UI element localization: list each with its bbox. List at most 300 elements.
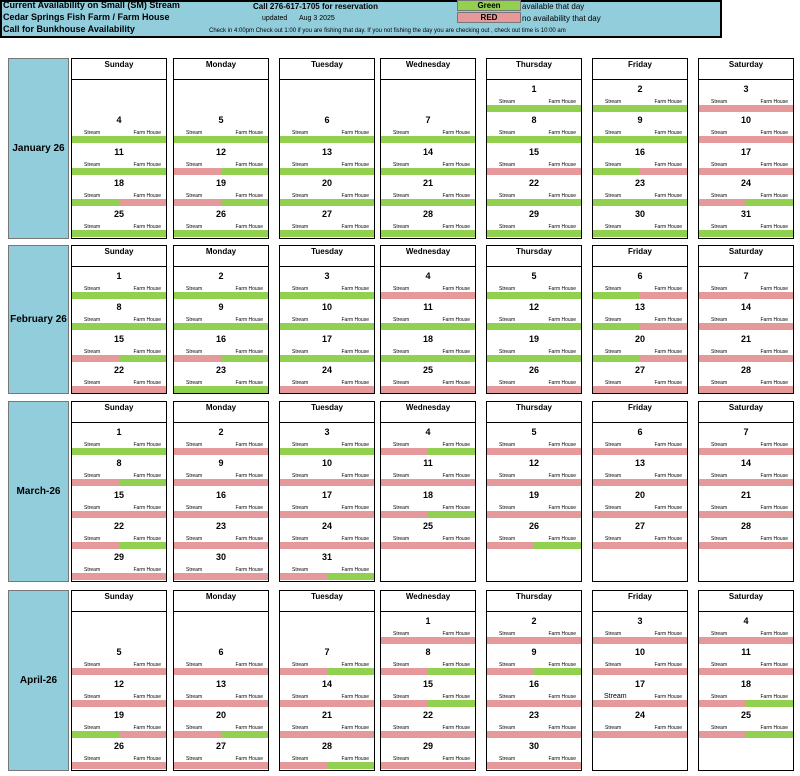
date-number: 31 [321, 552, 332, 563]
farmhouse-label: Farm House [235, 224, 263, 231]
farmhouse-status [534, 700, 581, 707]
day-cell[interactable] [174, 455, 268, 486]
day-cell[interactable] [487, 644, 581, 675]
farmhouse-label: Farm House [235, 161, 263, 168]
day-column [592, 590, 688, 771]
day-cell[interactable] [280, 424, 374, 455]
stream-label: Stream [711, 224, 728, 231]
stream-label: Stream [499, 504, 516, 511]
stream-label: Stream [393, 161, 410, 168]
day-cell[interactable] [487, 424, 581, 455]
day-cell[interactable] [280, 676, 374, 707]
day-cell[interactable] [487, 112, 581, 143]
day-cell[interactable] [593, 518, 687, 549]
farmhouse-label: Farm House [341, 317, 369, 324]
day-cell[interactable] [593, 707, 687, 738]
date-number: 12 [215, 146, 226, 157]
farmhouse-status [746, 731, 793, 738]
date-number: 29 [528, 209, 539, 220]
stream-label: Stream [605, 724, 622, 731]
date-number: 5 [116, 647, 122, 658]
day-cell[interactable] [593, 268, 687, 299]
date-number: 26 [528, 364, 539, 375]
stream-label: Stream [84, 724, 101, 731]
farmhouse-status [640, 199, 687, 206]
date-number: 13 [634, 458, 645, 469]
day-cell[interactable] [487, 268, 581, 299]
farmhouse-label: Farm House [442, 504, 470, 511]
day-cell[interactable] [174, 424, 268, 455]
day-cell[interactable] [487, 455, 581, 486]
day-cell[interactable] [381, 299, 475, 330]
day-cell[interactable] [280, 549, 374, 580]
stream-status [381, 542, 428, 549]
availability-bar [174, 731, 268, 738]
date-number: 4 [425, 271, 431, 281]
day-cell[interactable] [593, 144, 687, 175]
stream-status [174, 448, 221, 455]
header-separator [487, 266, 581, 267]
day-cell[interactable] [280, 206, 374, 237]
day-cell[interactable] [72, 676, 166, 707]
stream-label: Stream [605, 473, 622, 480]
farmhouse-status [327, 668, 374, 675]
day-cell[interactable] [487, 362, 581, 393]
date-number: 19 [113, 709, 124, 720]
day-cell[interactable] [699, 362, 793, 393]
farmhouse-label: Farm House [442, 662, 470, 669]
farmhouse-label: Farm House [341, 473, 369, 480]
header-separator [72, 79, 166, 80]
stream-label: Stream [393, 317, 410, 324]
day-cell[interactable] [72, 268, 166, 299]
day-column [380, 245, 476, 394]
day-cell[interactable] [487, 613, 581, 644]
day-column [279, 58, 375, 239]
farmhouse-label: Farm House [654, 317, 682, 324]
day-cell[interactable] [381, 487, 475, 518]
day-cell[interactable] [174, 206, 268, 237]
farmhouse-status [327, 762, 374, 769]
stream-status [174, 136, 221, 143]
farmhouse-status [221, 762, 268, 769]
farmhouse-label: Farm House [341, 348, 369, 355]
stream-label: Stream [292, 567, 309, 574]
day-cell[interactable] [72, 455, 166, 486]
stream-label: Stream [605, 224, 622, 231]
day-cell[interactable] [174, 738, 268, 769]
availability-bar [593, 323, 687, 330]
day-cell[interactable] [280, 644, 374, 675]
day-cell[interactable] [174, 331, 268, 362]
availability-bar [72, 292, 166, 299]
day-cell[interactable] [487, 487, 581, 518]
date-number: 10 [321, 302, 332, 313]
day-cell[interactable] [593, 644, 687, 675]
day-cell[interactable] [280, 144, 374, 175]
day-cell[interactable] [280, 175, 374, 206]
day-cell[interactable] [699, 175, 793, 206]
day-cell[interactable] [280, 268, 374, 299]
day-cell[interactable] [699, 487, 793, 518]
date-number: 24 [634, 709, 645, 720]
stream-status [72, 479, 119, 486]
day-cell[interactable] [174, 175, 268, 206]
header-separator [381, 266, 475, 267]
date-number: 25 [422, 520, 433, 531]
day-cell[interactable] [699, 613, 793, 644]
farmhouse-label: Farm House [235, 192, 263, 199]
day-cell[interactable] [72, 206, 166, 237]
day-cell[interactable] [699, 707, 793, 738]
stream-status [487, 542, 534, 549]
day-cell[interactable] [593, 455, 687, 486]
day-cell[interactable] [72, 299, 166, 330]
stream-status [699, 700, 746, 707]
availability-bar [174, 700, 268, 707]
farmhouse-label: Farm House [133, 724, 161, 731]
day-cell[interactable] [487, 299, 581, 330]
day-cell[interactable] [174, 676, 268, 707]
availability-bar [174, 292, 268, 299]
farmhouse-status [221, 168, 268, 175]
date-number: 25 [422, 364, 433, 375]
day-cell[interactable] [280, 112, 374, 143]
day-cell[interactable] [72, 424, 166, 455]
farmhouse-label: Farm House [235, 535, 263, 542]
day-cell [72, 81, 166, 112]
day-cell[interactable] [280, 455, 374, 486]
day-cell[interactable] [593, 331, 687, 362]
day-cell[interactable] [381, 707, 475, 738]
farmhouse-label: Farm House [235, 317, 263, 324]
date-number: 25 [113, 209, 124, 220]
stream-label: Stream [711, 317, 728, 324]
farmhouse-label: Farm House [341, 161, 369, 168]
stream-status [487, 479, 534, 486]
day-cell[interactable] [72, 644, 166, 675]
stream-label: Stream [393, 693, 410, 700]
farmhouse-status [221, 355, 268, 362]
availability-bar [487, 542, 581, 549]
day-cell[interactable] [174, 299, 268, 330]
stream-label: Stream [499, 130, 516, 137]
stream-label: Stream [499, 224, 516, 231]
day-cell[interactable] [381, 518, 475, 549]
farmhouse-label: Farm House [654, 348, 682, 355]
day-cell[interactable] [487, 331, 581, 362]
day-cell[interactable] [280, 738, 374, 769]
day-cell[interactable] [381, 144, 475, 175]
availability-bar [280, 542, 374, 549]
header-separator [699, 79, 793, 80]
date-number: 20 [634, 333, 645, 344]
availability-bar [174, 479, 268, 486]
farmhouse-label: Farm House [548, 631, 576, 637]
farmhouse-label: Farm House [133, 192, 161, 199]
day-column [698, 58, 794, 239]
day-cell[interactable] [174, 268, 268, 299]
day-cell[interactable] [381, 268, 475, 299]
stream-label: Stream [499, 99, 516, 105]
availability-bar [593, 168, 687, 175]
farmhouse-label: Farm House [760, 161, 788, 168]
day-cell[interactable] [699, 206, 793, 237]
day-column [173, 590, 269, 771]
day-cell[interactable] [593, 424, 687, 455]
stream-label: Stream [393, 442, 410, 448]
day-cell[interactable] [381, 644, 475, 675]
stream-status [72, 448, 119, 455]
stream-status [593, 292, 640, 299]
availability-bar [72, 573, 166, 580]
day-cell[interactable] [487, 738, 581, 769]
day-name-header: Wednesday [405, 403, 451, 412]
day-cell[interactable] [280, 487, 374, 518]
date-number: 28 [740, 520, 751, 531]
day-cell[interactable] [174, 144, 268, 175]
farmhouse-status [327, 230, 374, 237]
farmhouse-status [221, 136, 268, 143]
farmhouse-label: Farm House [760, 631, 788, 637]
date-number: 24 [740, 177, 751, 188]
day-column [71, 58, 167, 239]
availability-bar [72, 700, 166, 707]
day-cell[interactable] [72, 144, 166, 175]
day-column [592, 245, 688, 394]
day-cell[interactable] [381, 206, 475, 237]
day-cell[interactable] [174, 518, 268, 549]
farmhouse-status [327, 479, 374, 486]
day-cell[interactable] [593, 676, 687, 707]
stream-status [699, 637, 746, 644]
stream-status [593, 105, 640, 112]
day-cell [381, 81, 475, 112]
availability-bar [72, 136, 166, 143]
day-cell[interactable] [174, 112, 268, 143]
farmhouse-label: Farm House [341, 535, 369, 542]
day-cell[interactable] [593, 487, 687, 518]
stream-label: Stream [186, 662, 203, 669]
farmhouse-status [119, 355, 166, 362]
stream-label: Stream [186, 535, 203, 542]
day-cell[interactable] [381, 738, 475, 769]
stream-status [72, 199, 119, 206]
day-cell[interactable] [487, 81, 581, 112]
stream-label: Stream [292, 348, 309, 355]
day-cell[interactable] [593, 613, 687, 644]
day-cell[interactable] [593, 206, 687, 237]
stream-status [699, 105, 746, 112]
stream-status [72, 230, 119, 237]
stream-status [593, 199, 640, 206]
day-cell[interactable] [593, 81, 687, 112]
day-cell[interactable] [174, 362, 268, 393]
day-cell[interactable] [72, 549, 166, 580]
day-cell[interactable] [174, 644, 268, 675]
availability-bar [280, 731, 374, 738]
date-number: 8 [116, 302, 122, 313]
day-cell[interactable] [381, 175, 475, 206]
date-number: 10 [740, 115, 751, 126]
day-cell[interactable] [381, 362, 475, 393]
day-cell[interactable] [381, 424, 475, 455]
availability-bar [487, 323, 581, 330]
day-cell[interactable] [72, 738, 166, 769]
date-number: 7 [743, 271, 749, 281]
availability-bar [593, 292, 687, 299]
day-cell[interactable] [593, 112, 687, 143]
availability-bar [381, 199, 475, 206]
availability-bar [280, 136, 374, 143]
stream-status [487, 731, 534, 738]
stream-status [174, 668, 221, 675]
day-cell[interactable] [699, 331, 793, 362]
farmhouse-status [119, 542, 166, 549]
day-cell [699, 738, 793, 769]
stream-status [280, 731, 327, 738]
availability-bar [593, 136, 687, 143]
availability-bar [593, 700, 687, 707]
day-cell[interactable] [72, 362, 166, 393]
farmhouse-status [746, 136, 793, 143]
day-cell[interactable] [174, 487, 268, 518]
availability-bar [174, 230, 268, 237]
stream-status [72, 573, 119, 580]
stream-label: Stream [292, 379, 309, 386]
farmhouse-status [119, 292, 166, 299]
farmhouse-label: Farm House [133, 442, 161, 448]
stream-status [174, 355, 221, 362]
stream-label: Stream [499, 693, 516, 700]
stream-status [72, 668, 119, 675]
day-column [173, 401, 269, 582]
day-cell [593, 738, 687, 769]
day-cell[interactable] [699, 676, 793, 707]
farmhouse-status [534, 292, 581, 299]
stream-status [699, 292, 746, 299]
farmhouse-status [327, 292, 374, 299]
farmhouse-label: Farm House [654, 724, 682, 731]
day-cell[interactable] [699, 518, 793, 549]
day-cell[interactable] [174, 707, 268, 738]
stream-label: Stream [499, 317, 516, 324]
day-cell[interactable] [487, 175, 581, 206]
stream-status [72, 731, 119, 738]
farmhouse-label: Farm House [235, 130, 263, 137]
header-separator [699, 422, 793, 423]
farmhouse-label: Farm House [548, 535, 576, 542]
day-cell[interactable] [699, 424, 793, 455]
date-number: 21 [422, 177, 433, 188]
day-cell[interactable] [381, 613, 475, 644]
date-number: 17 [321, 489, 332, 500]
date-number: 17 [321, 333, 332, 344]
day-cell[interactable] [72, 707, 166, 738]
day-cell[interactable] [280, 331, 374, 362]
farmhouse-label: Farm House [341, 379, 369, 386]
day-cell[interactable] [487, 144, 581, 175]
availability-bar [72, 731, 166, 738]
farmhouse-status [534, 323, 581, 330]
day-cell[interactable] [487, 206, 581, 237]
day-cell[interactable] [487, 518, 581, 549]
day-cell[interactable] [699, 299, 793, 330]
availability-bar [381, 542, 475, 549]
day-cell[interactable] [487, 676, 581, 707]
day-cell[interactable] [699, 112, 793, 143]
day-cell[interactable] [280, 299, 374, 330]
day-cell[interactable] [699, 644, 793, 675]
date-number: 26 [113, 741, 124, 752]
farmhouse-status [746, 323, 793, 330]
day-name-header: Saturday [728, 247, 764, 256]
farmhouse-status [221, 700, 268, 707]
day-cell[interactable] [72, 112, 166, 143]
availability-bar [487, 668, 581, 675]
date-number: 25 [740, 709, 751, 720]
day-cell[interactable] [72, 331, 166, 362]
day-cell[interactable] [381, 112, 475, 143]
day-cell[interactable] [593, 175, 687, 206]
day-cell[interactable] [72, 175, 166, 206]
availability-bar [280, 762, 374, 769]
day-cell[interactable] [72, 518, 166, 549]
availability-bar [280, 668, 374, 675]
day-cell[interactable] [381, 455, 475, 486]
day-cell[interactable] [280, 707, 374, 738]
day-cell[interactable] [280, 518, 374, 549]
farmhouse-label: Farm House [133, 161, 161, 168]
stream-label: Stream [711, 286, 728, 292]
farmhouse-label: Farm House [654, 535, 682, 542]
stream-label: Stream [84, 130, 101, 137]
stream-label: Stream [186, 224, 203, 231]
availability-bar [72, 448, 166, 455]
stream-label: Stream [186, 130, 203, 137]
day-cell[interactable] [487, 707, 581, 738]
day-cell[interactable] [593, 362, 687, 393]
stream-status [593, 542, 640, 549]
day-cell[interactable] [699, 144, 793, 175]
farmhouse-status [746, 386, 793, 393]
day-name-header: Tuesday [311, 403, 343, 412]
day-cell[interactable] [699, 81, 793, 112]
day-cell[interactable] [593, 299, 687, 330]
stream-status [593, 323, 640, 330]
day-cell[interactable] [280, 362, 374, 393]
stream-status [593, 448, 640, 455]
day-cell[interactable] [381, 676, 475, 707]
stream-status [381, 511, 428, 518]
availability-bar [593, 199, 687, 206]
availability-bar [593, 105, 687, 112]
day-column [71, 245, 167, 394]
day-cell[interactable] [381, 331, 475, 362]
day-cell[interactable] [72, 487, 166, 518]
day-cell[interactable] [699, 455, 793, 486]
day-cell[interactable] [699, 268, 793, 299]
stream-label: Stream [711, 99, 728, 105]
availability-bar [174, 668, 268, 675]
farmhouse-label: Farm House [760, 130, 788, 137]
farmhouse-status [119, 573, 166, 580]
day-cell[interactable] [174, 549, 268, 580]
stream-status [174, 542, 221, 549]
farmhouse-status [534, 448, 581, 455]
farmhouse-label: Farm House [133, 504, 161, 511]
farmhouse-status [327, 573, 374, 580]
